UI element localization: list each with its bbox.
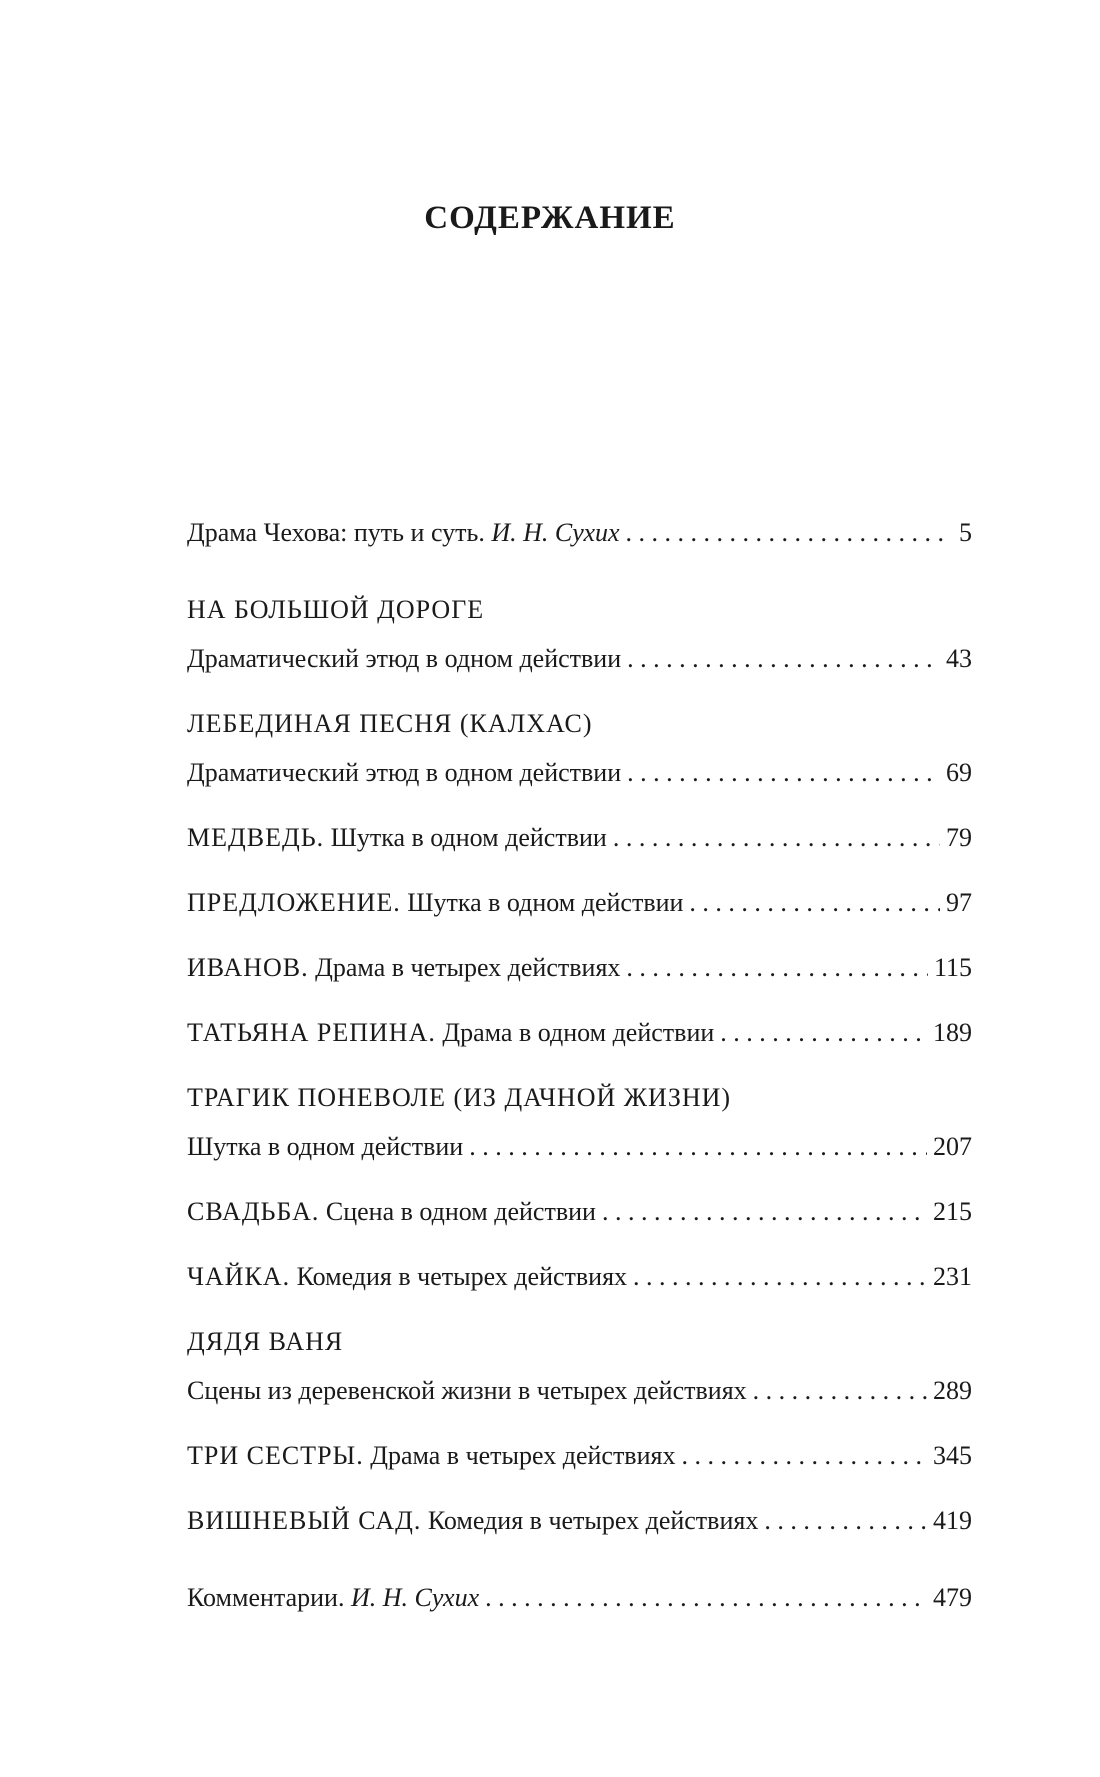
toc-entry-subtitle: Комедия в четырех действиях — [296, 1262, 628, 1291]
toc-entry-subtitle: Сцена в одном действии — [325, 1197, 596, 1226]
toc-entry-text — [187, 1187, 596, 1236]
toc-entry[interactable] — [187, 1496, 972, 1545]
toc-line — [187, 1573, 972, 1622]
page-number: 97 — [946, 888, 972, 917]
toc-entry-text — [187, 1008, 714, 1057]
toc-entry-text — [187, 813, 607, 862]
table-of-contents — [187, 508, 972, 1622]
toc-line — [187, 1496, 972, 1545]
page-number: 345 — [933, 1441, 972, 1470]
toc-entry-title: ТРИ СЕСТРЫ. — [187, 1441, 364, 1470]
leader-dots — [469, 1122, 927, 1171]
toc-entry-subtitle: Драма в одном действии — [442, 1018, 715, 1047]
toc-entry[interactable] — [187, 585, 972, 683]
toc-line — [187, 1252, 972, 1301]
toc-entry-commentary[interactable] — [187, 1573, 972, 1622]
toc-entry-subtitle: Драма в четырех действиях — [370, 1441, 676, 1470]
page-number: 79 — [946, 823, 972, 852]
toc-line — [187, 1122, 972, 1171]
toc-entry-title: МЕДВЕДЬ. — [187, 823, 325, 852]
intro-title: Драма Чехова: путь и суть. — [187, 518, 485, 547]
toc-entry-text — [187, 943, 620, 992]
toc-line — [187, 1366, 972, 1415]
toc-entry[interactable] — [187, 1187, 972, 1236]
toc-line — [187, 1187, 972, 1236]
toc-line — [187, 943, 972, 992]
toc-line — [187, 1008, 972, 1057]
page-number: 43 — [946, 644, 972, 673]
toc-entry-title: ПРЕДЛОЖЕНИЕ. — [187, 888, 401, 917]
leader-dots — [485, 1573, 927, 1622]
leader-dots — [681, 1431, 927, 1480]
toc-line — [187, 878, 972, 927]
page-title: СОДЕРЖАНИЕ — [424, 200, 676, 236]
toc-entry-subtitle: Шутка в одном действии — [330, 823, 607, 852]
toc-entry[interactable] — [187, 943, 972, 992]
toc-entry-heading: НА БОЛЬШОЙ ДОРОГЕ — [187, 595, 485, 624]
toc-line — [187, 1431, 972, 1480]
toc-entry-text — [187, 1252, 627, 1301]
toc-line — [187, 634, 972, 683]
toc-entry-title: ИВАНОВ. — [187, 953, 309, 982]
toc-entry[interactable] — [187, 1317, 972, 1415]
page-number: 215 — [933, 1197, 972, 1226]
leader-dots — [764, 1496, 927, 1545]
intro-author: И. Н. Сухих — [491, 518, 620, 547]
leader-dots — [602, 1187, 927, 1236]
toc-entry[interactable] — [187, 1073, 972, 1171]
leader-dots — [613, 813, 940, 862]
toc-entry[interactable] — [187, 1431, 972, 1480]
leader-dots — [689, 878, 940, 927]
toc-entry-subtitle: Драматический этюд в одном действии — [187, 758, 622, 787]
toc-entry-text — [187, 508, 620, 557]
toc-entry-text — [187, 1573, 479, 1622]
page-number: 419 — [933, 1506, 972, 1535]
page-number: 189 — [933, 1018, 972, 1047]
toc-line — [187, 508, 972, 557]
leader-dots — [627, 748, 940, 797]
toc-entry-subtitle: Шутка в одном действии — [187, 1132, 464, 1161]
leader-dots — [753, 1366, 927, 1415]
toc-entry-text — [187, 1431, 675, 1480]
toc-entry-subtitle: Драма в четырех действиях — [315, 953, 621, 982]
toc-line — [187, 748, 972, 797]
toc-entry-subtitle: Сцены из деревенской жизни в четырех действиях — [187, 1376, 747, 1405]
toc-entry[interactable] — [187, 1252, 972, 1301]
commentary-author: И. Н. Сухих — [350, 1583, 480, 1612]
toc-entry-heading: ЛЕБЕДИНАЯ ПЕСНЯ (КАЛХАС) — [187, 709, 593, 738]
page-number: 479 — [933, 1583, 972, 1612]
toc-entry-intro[interactable] — [187, 508, 972, 557]
page-number: 69 — [946, 758, 972, 787]
page-number: 207 — [933, 1132, 972, 1161]
toc-entry-text — [187, 878, 683, 927]
toc-entry-title: ВИШНЕВЫЙ САД. — [187, 1506, 422, 1535]
toc-entry[interactable] — [187, 1008, 972, 1057]
commentary-title: Комментарии. — [187, 1583, 345, 1612]
toc-entry-subtitle: Драматический этюд в одном действии — [187, 644, 622, 673]
toc-entry-title: ТАТЬЯНА РЕПИНА. — [187, 1018, 436, 1047]
toc-entry-subtitle: Комедия в четырех действиях — [427, 1506, 759, 1535]
page-number: 5 — [959, 518, 972, 547]
toc-entry-heading: ДЯДЯ ВАНЯ — [187, 1327, 344, 1356]
leader-dots — [626, 943, 928, 992]
toc-entry-title: СВАДЬБА. — [187, 1197, 320, 1226]
page-number: 115 — [933, 953, 972, 982]
leader-dots — [627, 634, 940, 683]
toc-line — [187, 813, 972, 862]
leader-dots — [720, 1008, 927, 1057]
leader-dots — [633, 1252, 927, 1301]
toc-entry[interactable] — [187, 878, 972, 927]
leader-dots — [626, 508, 948, 557]
toc-entry-text — [187, 1496, 758, 1545]
toc-entry[interactable] — [187, 813, 972, 862]
toc-entry-heading: ТРАГИК ПОНЕВОЛЕ (ИЗ ДАЧНОЙ ЖИЗНИ) — [187, 1083, 732, 1112]
page-number: 231 — [933, 1262, 972, 1291]
page-number: 289 — [933, 1376, 972, 1405]
toc-entry-title: ЧАЙКА. — [187, 1262, 291, 1291]
toc-entry[interactable] — [187, 699, 972, 797]
toc-entry-subtitle: Шутка в одном действии — [407, 888, 684, 917]
